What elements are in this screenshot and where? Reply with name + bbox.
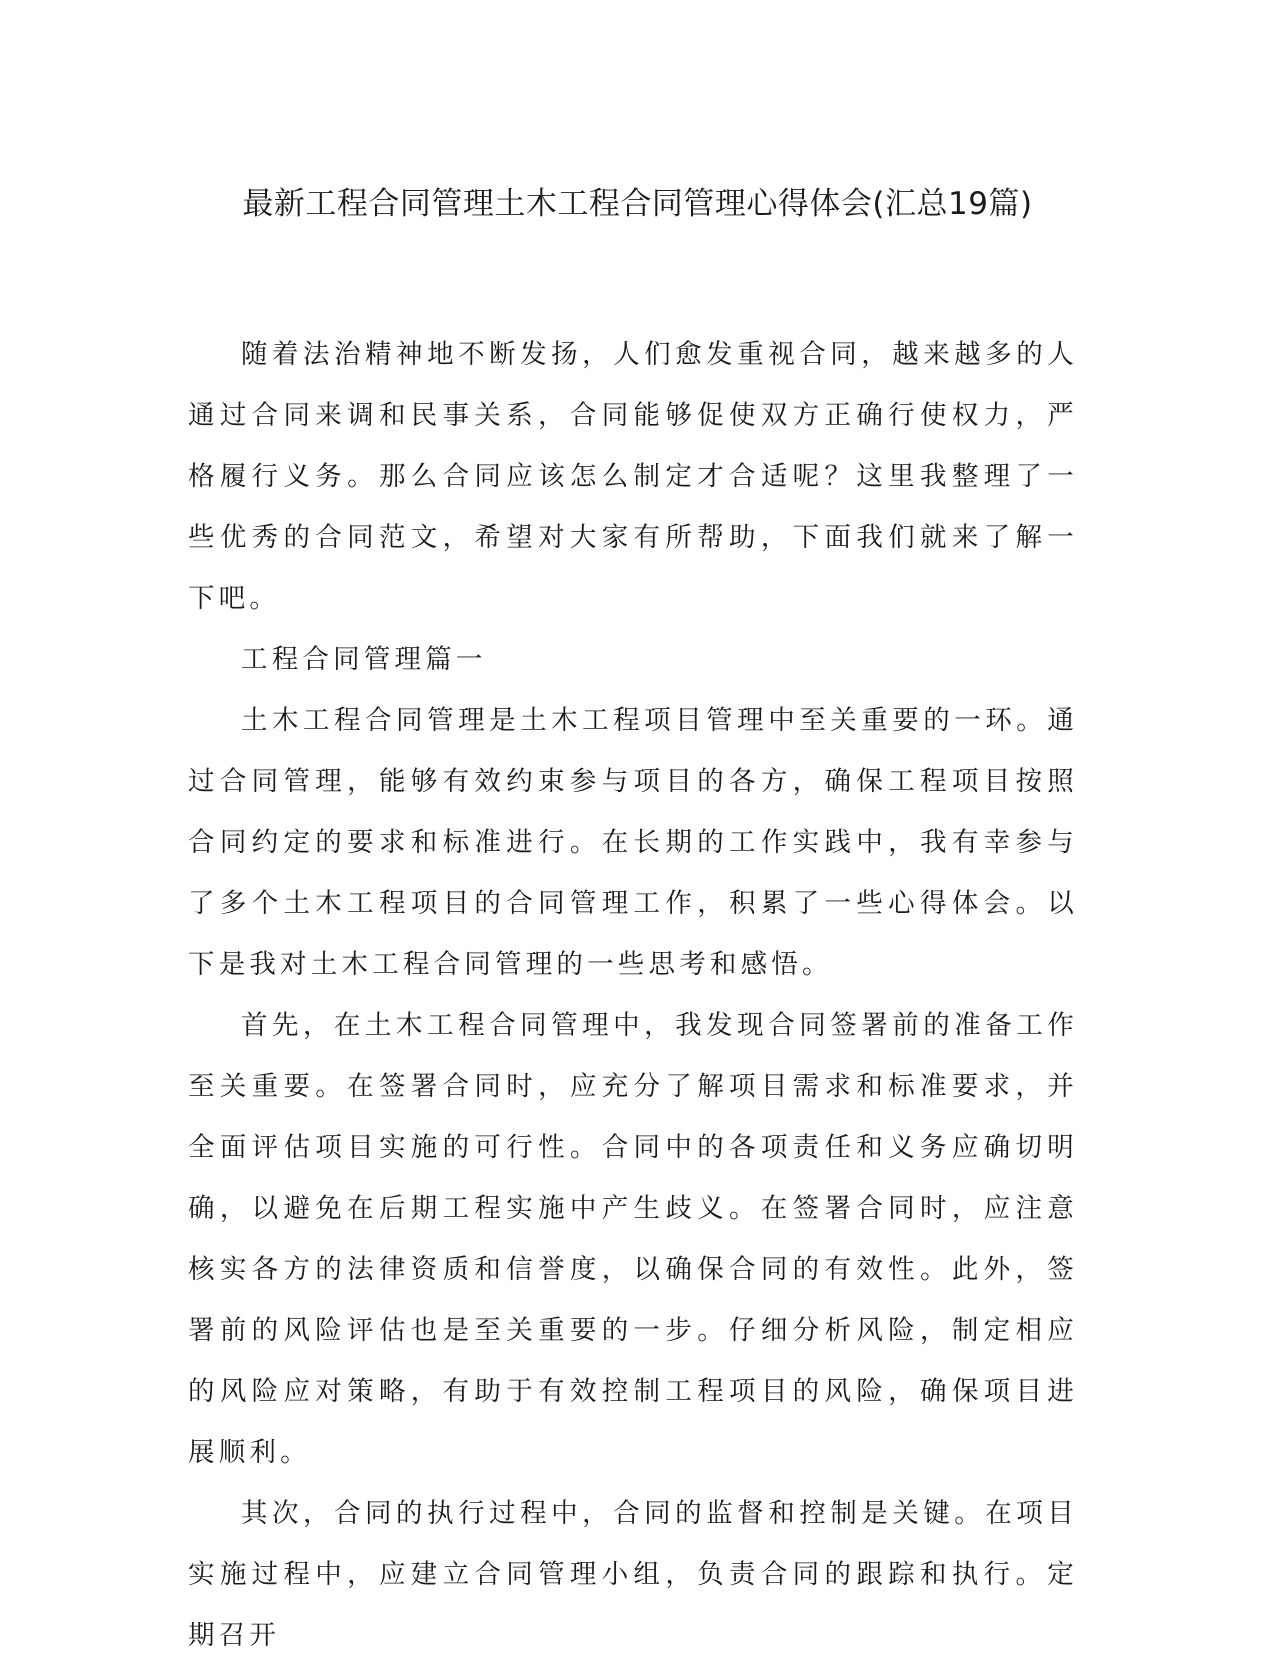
body-paragraph: 其次，合同的执行过程中，合同的监督和控制是关键。在项目实施过程中，应建立合同管理小组，负责合同的跟踪和执行。定期召开 [188, 1498, 1078, 1651]
intro-paragraph: 随着法治精神地不断发扬，人们愈发重视合同，越来越多的人通过合同来调和民事关系，合同能够促使双方正确行使权力，严格履行义务。那么合同应该怎么制定才合适呢？这里我整理了一些优秀的合同范文，希望对大家有所帮助，下面我们就来了解一下吧。 [188, 339, 1078, 614]
section-heading: 工程合同管理篇一 [241, 644, 487, 675]
body-paragraph: 土木工程合同管理是土木工程项目管理中至关重要的一环。通过合同管理，能够有效约束参与项目的各方，确保工程项目按照合同约定的要求和标准进行。在长期的工作实践中，我有幸参与了多个土木工程项目的合同管理工作，积累了一些心得体会。以下是我对土木工程合同管理的一些思考和感悟。 [188, 705, 1078, 980]
body-paragraph: 首先，在土木工程合同管理中，我发现合同签署前的准备工作至关重要。在签署合同时，应充分了解项目需求和标准要求，并全面评估项目实施的可行性。合同中的各项责任和义务应确切明确，以避免在后期工程实施中产生歧义。在签署合同时，应注意核实各方的法律资质和信誉度，以确保合同的有效性。此外，签署前的风险评估也是至关重要的一步。仔细分析风险，制定相应的风险应对策略，有助于有效控制工程项目的风险，确保项目进展顺利。 [188, 1010, 1078, 1468]
document-body [188, 324, 1078, 1666]
document-title: 最新工程合同管理土木工程合同管理心得体会(汇总19篇) [242, 186, 1033, 222]
